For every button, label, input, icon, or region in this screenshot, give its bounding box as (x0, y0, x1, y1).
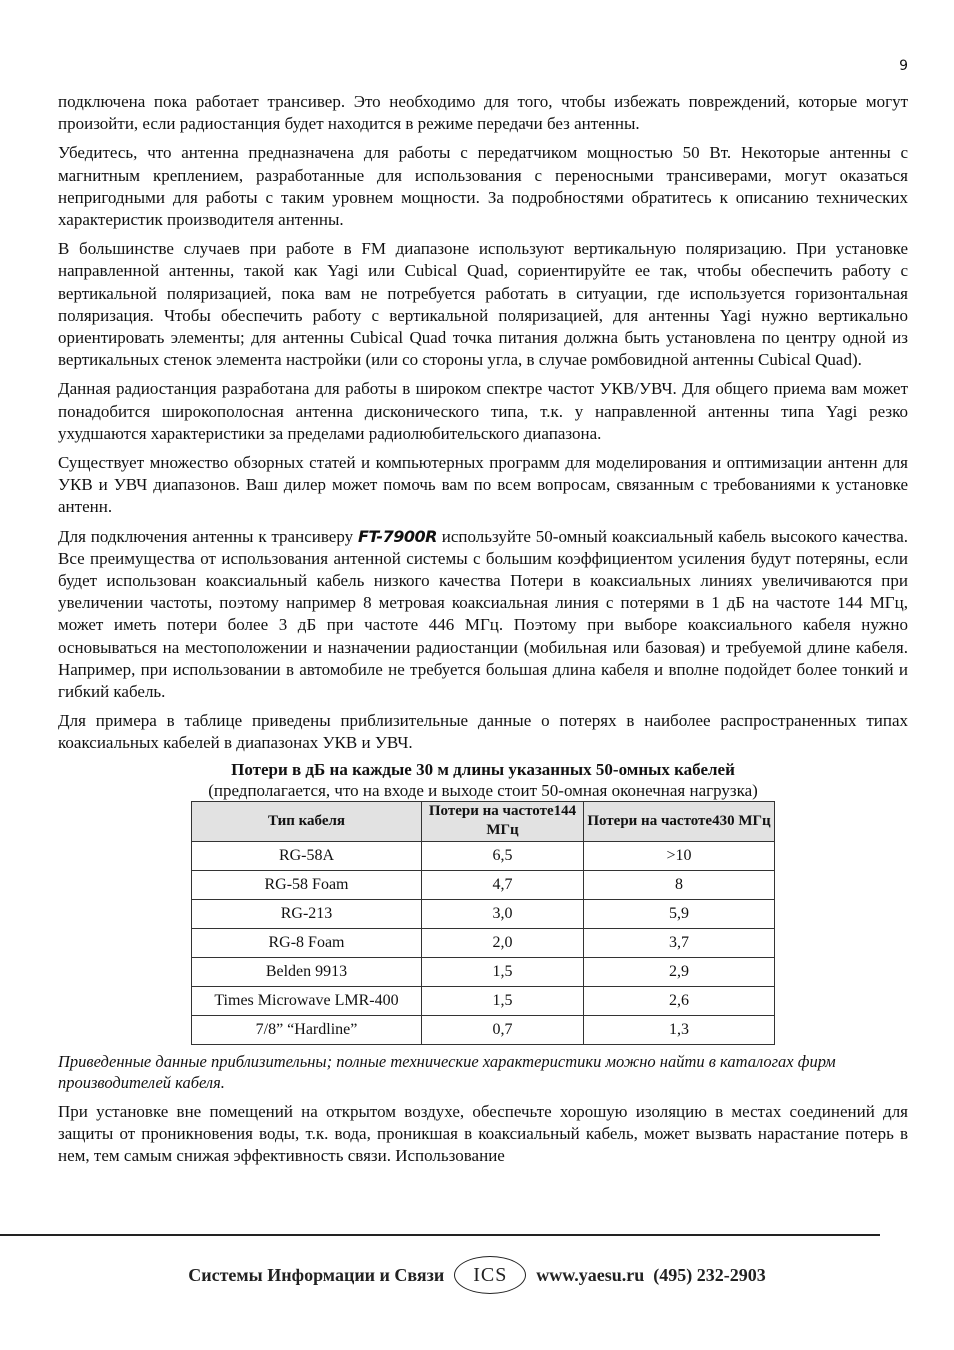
header-cable-type: Тип кабеля (192, 801, 422, 841)
paragraph: В большинстве случаев при работе в FM диапазоне используют вертикальную поляризацию. При установке направленной антенны, такой как Yagi или Cubical Quad, сориентируйте ее так, чтобы обеспечить работу с вертикальной поляризацией, пока вам не потребуется работать в ситуации, где используется горизонтальная поляризация. Чтобы обеспечить работу с вертикальной поляризацией, для антенны Yagi нужно вертикально ориентировать элементы; для антенны Cubical Quad точка питания должна быть установлена по центру одной из вертикальных стенок элемента настройки (или со стороны угла, в случае ромбовидной антенны Cubical Quad). (58, 239, 908, 370)
table-row (192, 841, 775, 870)
cell-loss-144: 3,0 (422, 899, 584, 928)
footer-divider (0, 1234, 880, 1236)
paragraph: Данная радиостанция разработана для работы в широком спектре частот УКВ/УВЧ. Для общего приема вам может понадобится широкополосная антенна дисконического типа, т.к. у направленной антенны типа Yagi резко ухудшаются характеристики за пределами радиолюбительского диапазона. (58, 379, 908, 443)
table-row (192, 870, 775, 899)
cell-loss-430: 8 (584, 870, 775, 899)
cell-cable: RG-58A (192, 841, 422, 870)
table-subtitle: (предполагается, что на входе и выходе стоит 50-омная оконечная нагрузка) (208, 780, 758, 800)
header-loss-144: Потери на частоте144 МГц (422, 801, 584, 841)
page-number: 9 (899, 58, 908, 74)
cell-loss-144: 2,0 (422, 928, 584, 957)
table-row (192, 928, 775, 957)
table-row (192, 1015, 775, 1044)
text-run: используйте 50-омный коаксиальный кабель высокого качества. Все преимущества от использования антенной системы с большим коэффициентом усиления будут потеряны, если будет использован коаксиальный кабель низкого качества Потери в коаксиальных линиях увеличиваются при увеличении частоты, поэтому например 8 метровая коаксиальная линия с потерями в 1 дБ на частоте 144 МГц, может иметь потери более 3 дБ при частоте 446 МГц. Поэтому при выборе коаксиального кабеля нужно основываться на местоположении и назначении радиостанции (мобильная или базовая) и требуемой длине кабеля. Например, при использовании в автомобиле не требуется большая длина кабеля и вполне подойдет более тонкий и гибкий кабель. (58, 526, 908, 702)
cell-loss-430: >10 (584, 841, 775, 870)
cell-cable: Times Microwave LMR-400 (192, 986, 422, 1015)
model-name: FT-7900R (357, 526, 437, 546)
footer-company: Системы Информации и Связи (188, 1264, 445, 1285)
cell-cable: RG-8 Foam (192, 928, 422, 957)
cell-cable: RG-213 (192, 899, 422, 928)
header-loss-430: Потери на частоте430 МГц (584, 801, 775, 841)
paragraph: Убедитесь, что антенна предназначена для работы с передатчиком мощностью 50 Вт. Некоторые антенны с магнитным креплением, разработанные для использования с переносными трансиверами, могут оказаться непригодными для работы с таким уровнем мощности. За подробностями обратитесь к описанию технических характеристик производителя антенны. (58, 143, 908, 230)
table-row (192, 899, 775, 928)
table-row (192, 957, 775, 986)
table-note: Приведенные данные приблизительны; полные технические характеристики можно найти в каталогах фирм производителей кабеля. (58, 1051, 836, 1092)
cell-loss-144: 6,5 (422, 841, 584, 870)
ics-logo: ICS (454, 1256, 526, 1294)
paragraph: При установке вне помещений на открытом воздухе, обеспечьте хорошую изоляцию в местах соединений для защиты от проникновения воды, т.к. вода, проникшая в коаксиальный кабель, может вызвать нарастание потерь в нем, тем самым снижая эффективность связи. Использование (58, 1101, 908, 1166)
paragraph: Существует множество обзорных статей и компьютерных программ для моделирования и оптимизации антенн для УКВ и УВЧ диапазонов. Ваш дилер может помочь вам по всем вопросам, связанным с требованиями к установке антенн. (58, 453, 908, 517)
cell-loss-430: 2,6 (584, 986, 775, 1015)
cable-loss-table (191, 801, 775, 1045)
cell-loss-144: 1,5 (422, 957, 584, 986)
cell-loss-430: 1,3 (584, 1015, 775, 1044)
table-header-row (192, 801, 775, 841)
cell-cable: Belden 9913 (192, 957, 422, 986)
table-title: Потери в дБ на каждые 30 м длины указанных 50-омных кабелей (231, 759, 735, 779)
cell-loss-144: 4,7 (422, 870, 584, 899)
cell-cable: 7/8” “Hardline” (192, 1015, 422, 1044)
paragraph: подключена пока работает трансивер. Это необходимо для того, чтобы избежать повреждений, которые могут произойти, если радиостанция будет находится в режиме передачи без антенны. (58, 92, 908, 134)
paragraph-coax (58, 526, 908, 704)
table-row (192, 986, 775, 1015)
cell-loss-430: 5,9 (584, 899, 775, 928)
footer (0, 1256, 954, 1294)
cell-cable: RG-58 Foam (192, 870, 422, 899)
text-run: Для подключения антенны к трансиверу (58, 526, 358, 546)
paragraph: Для примера в таблице приведены приблизительные данные о потерях в наиболее распространенных типах коаксиальных кабелей в диапазонах УКВ и УВЧ. (58, 711, 908, 753)
cell-loss-144: 0,7 (422, 1015, 584, 1044)
document-body (58, 91, 908, 1174)
cell-loss-144: 1,5 (422, 986, 584, 1015)
cell-loss-430: 2,9 (584, 957, 775, 986)
cell-loss-430: 3,7 (584, 928, 775, 957)
footer-contact: www.yaesu.ru (495) 232-2903 (536, 1264, 766, 1285)
